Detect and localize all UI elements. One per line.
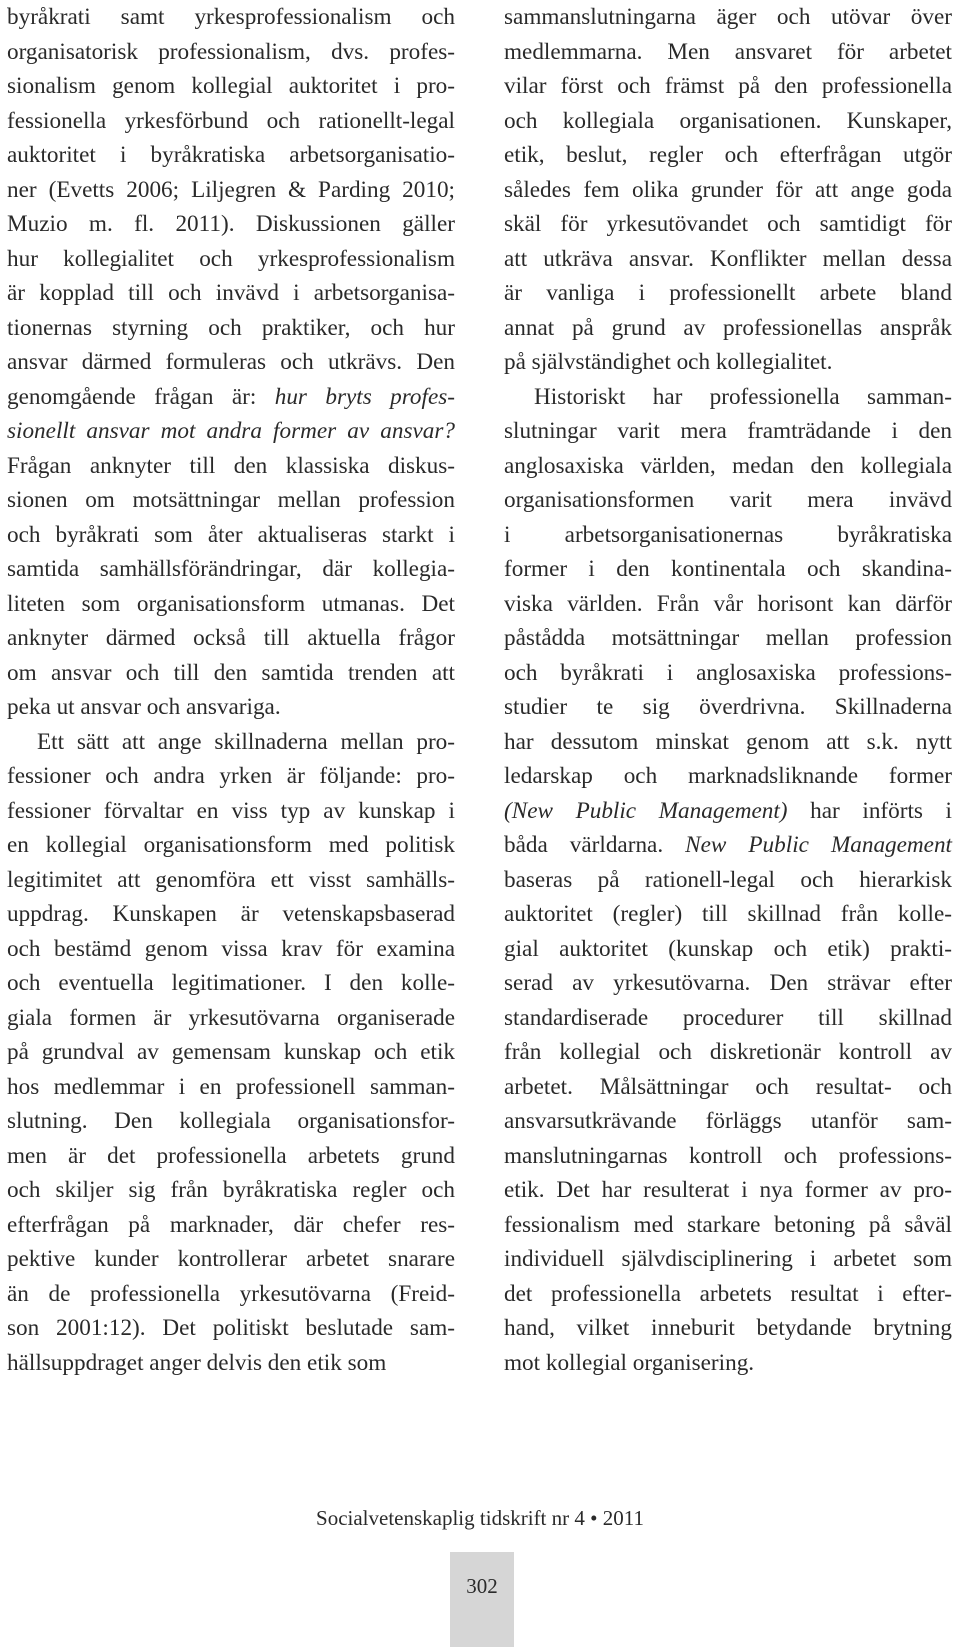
text-line [7, 380, 455, 415]
text-line: ledarskap och marknadsliknande former [504, 763, 952, 789]
journal-footer: Socialvetenskaplig tidskrift nr 4 • 2011 [316, 1506, 644, 1530]
text-line: och skiljer sig från byråkratiska regler och [7, 1177, 455, 1203]
text-line: från kollegial och diskretionär kontroll av [504, 1039, 952, 1065]
text-line: ansvarsutkrävande förläggs utanför sam- [504, 1108, 952, 1134]
text-line: individuell självdisciplinering i arbetet som [504, 1246, 952, 1272]
text-line: etik, beslut, regler och efterfrågan utgör [504, 142, 952, 168]
text-line: har dessutom minskat genom att s.k. nytt [504, 728, 952, 755]
italic-text: hur bryts profes- [274, 383, 456, 410]
text-line [7, 414, 455, 449]
text-line: medlemmarna. Men ansvaret för arbetet [504, 38, 952, 65]
text-line: slutning. Den kollegiala organisationsfor- [7, 1108, 455, 1134]
italic-text: sionellt ansvar mot andra former av ansvar? [7, 418, 455, 444]
text-line: baseras på rationell-legal och hierarkisk [504, 866, 952, 893]
text-line: manslutningarnas kontroll och professions- [504, 1142, 952, 1169]
text-line: och byråkrati som åter aktualiseras starkt i [7, 521, 455, 548]
right-column [504, 0, 952, 1380]
text-line: än de professionella yrkesutövarna (Freid- [7, 1280, 455, 1307]
text-line: således fem olika grunder för att ange goda [504, 176, 952, 203]
text-line: Historiskt har professionella samman- [534, 383, 952, 410]
text-line: fessionella yrkesförbund och rationellt-legal [7, 107, 455, 134]
text-line: sionen om motsättningar mellan profession [7, 487, 455, 513]
text-line: och kollegiala organisationen. Kunskaper, [504, 107, 952, 134]
text-line: organisatorisk professionalism, dvs. profes- [7, 38, 455, 65]
text-line: serad av yrkesutövarna. Den strävar efter [504, 970, 952, 996]
text-line: är kopplad till och invävd i arbetsorganisa- [7, 280, 455, 306]
text-line: fessionalism med starkare betoning på såväl [504, 1211, 952, 1238]
text-line: fessioner förvaltar en viss typ av kunskap i [7, 797, 455, 824]
page-number-box [450, 1552, 514, 1647]
text-line: former i den kontinentala och skandina- [504, 556, 952, 582]
text-line: hos medlemmar i en professionell samman- [7, 1073, 455, 1100]
text-line: gial auktoritet (kunskap och etik) prakti- [504, 935, 952, 962]
text-line: sammanslutningarna äger och utövar över [504, 4, 952, 30]
text-line: Muzio m. fl. 2011). Diskussionen gäller [7, 211, 455, 237]
text-line: på grundval av gemensam kunskap och etik [7, 1039, 455, 1065]
text-line: giala formen är yrkesutövarna organiserade [7, 1004, 455, 1031]
text-line: tionernas styrning och praktiker, och hur [7, 314, 455, 341]
text-line: uppdrag. Kunskapen är vetenskapsbaserad [7, 901, 455, 927]
text-segment: båda världarna. [504, 832, 686, 858]
text-line: liteten som organisationsform utmanas. Det [7, 590, 455, 617]
text-line: hand, vilket inneburit betydande brytning [504, 1315, 952, 1341]
text-line: ansvar därmed formuleras och utkrävs. Den [7, 349, 455, 375]
text-line: organisationsformen varit mera invävd [504, 487, 952, 513]
text-line: arbetet. Målsättningar och resultat- och [504, 1073, 952, 1100]
text-line: Frågan anknyter till den klassiska diskus- [7, 452, 455, 479]
text-line: vilar först och främst på den professionella [504, 73, 952, 99]
text-line: byråkrati samt yrkesprofessionalism och [7, 4, 455, 30]
text-line: skäl för yrkesutövandet och samtidigt för [504, 211, 952, 237]
text-line: studier te sig överdrivna. Skillnaderna [504, 694, 952, 720]
text-line: hällsuppdraget anger delvis den etik som [7, 1349, 387, 1376]
text-line: påstådda motsättningar mellan profession [504, 625, 952, 651]
text-line: anglosaxiska världen, medan den kollegiala [504, 452, 952, 479]
text-line: standardiserade procedurer till skillnad [504, 1004, 952, 1031]
text-line: det professionella arbetets resultat i efter- [504, 1280, 952, 1307]
text-line: men är det professionella arbetets grund [7, 1142, 455, 1169]
text-line: hur kollegialitet och yrkesprofessionalism [7, 245, 455, 272]
text-line: anknyter därmed också till aktuella frågor [7, 625, 455, 651]
text-line: och eventuella legitimationer. I den kolle- [7, 970, 455, 996]
italic-text: New Public Management [685, 832, 952, 858]
text-line: samtida samhällsförändringar, där kollegia- [7, 556, 455, 582]
text-line: auktoritet i byråkratiska arbetsorganisatio- [7, 142, 455, 168]
text-line: sionalism genom kollegial auktoritet i pro- [7, 73, 455, 99]
text-line: är vanliga i professionellt arbete bland [504, 280, 952, 306]
text-line: viska världen. Från vår horisont kan därför [504, 590, 952, 617]
text-line: mot kollegial organisering. [504, 1349, 755, 1376]
text-line: legitimitet att genomföra ett visst samhälls- [7, 866, 455, 893]
text-line: Ett sätt att ange skillnaderna mellan pro- [37, 728, 455, 755]
left-column [7, 0, 455, 1380]
text-line: slutningar varit mera framträdande i den [504, 418, 952, 444]
text-line [504, 828, 952, 863]
text-line: en kollegial organisationsform med politisk [7, 832, 455, 858]
text-line: etik. Det har resulterat i nya former av pro- [504, 1177, 952, 1203]
text-line [504, 794, 952, 829]
italic-text: (New Public Management) [504, 797, 788, 824]
text-line: om ansvar och till den samtida trenden att [7, 659, 455, 686]
text-line: att utkräva ansvar. Konflikter mellan dessa [504, 245, 952, 272]
text-line: och byråkrati i anglosaxiska professions- [504, 659, 952, 686]
text-line: annat på grund av professionellas anspråk [504, 314, 952, 341]
text-line: på självständighet och kollegialitet. [504, 349, 833, 375]
text-line: auktoritet (regler) till skillnad från kolle- [504, 901, 952, 927]
text-segment: genomgående frågan är: [7, 383, 275, 410]
text-line: son 2001:12). Det politiskt beslutade sam- [7, 1315, 455, 1341]
text-line: efterfrågan på marknader, där chefer res- [7, 1211, 455, 1238]
text-line: peka ut ansvar och ansvariga. [7, 694, 281, 720]
text-segment: har införts i [787, 797, 952, 824]
text-line: i arbetsorganisationernas byråkratiska [504, 521, 952, 548]
text-line: pektive kunder kontrollerar arbetet snarare [7, 1246, 455, 1272]
page-number: 302 [466, 1574, 498, 1598]
text-line: fessioner och andra yrken är följande: pro- [7, 763, 455, 789]
text-line: ner (Evetts 2006; Liljegren & Parding 2010; [7, 176, 455, 203]
text-line: och bestämd genom vissa krav för examina [7, 935, 455, 962]
